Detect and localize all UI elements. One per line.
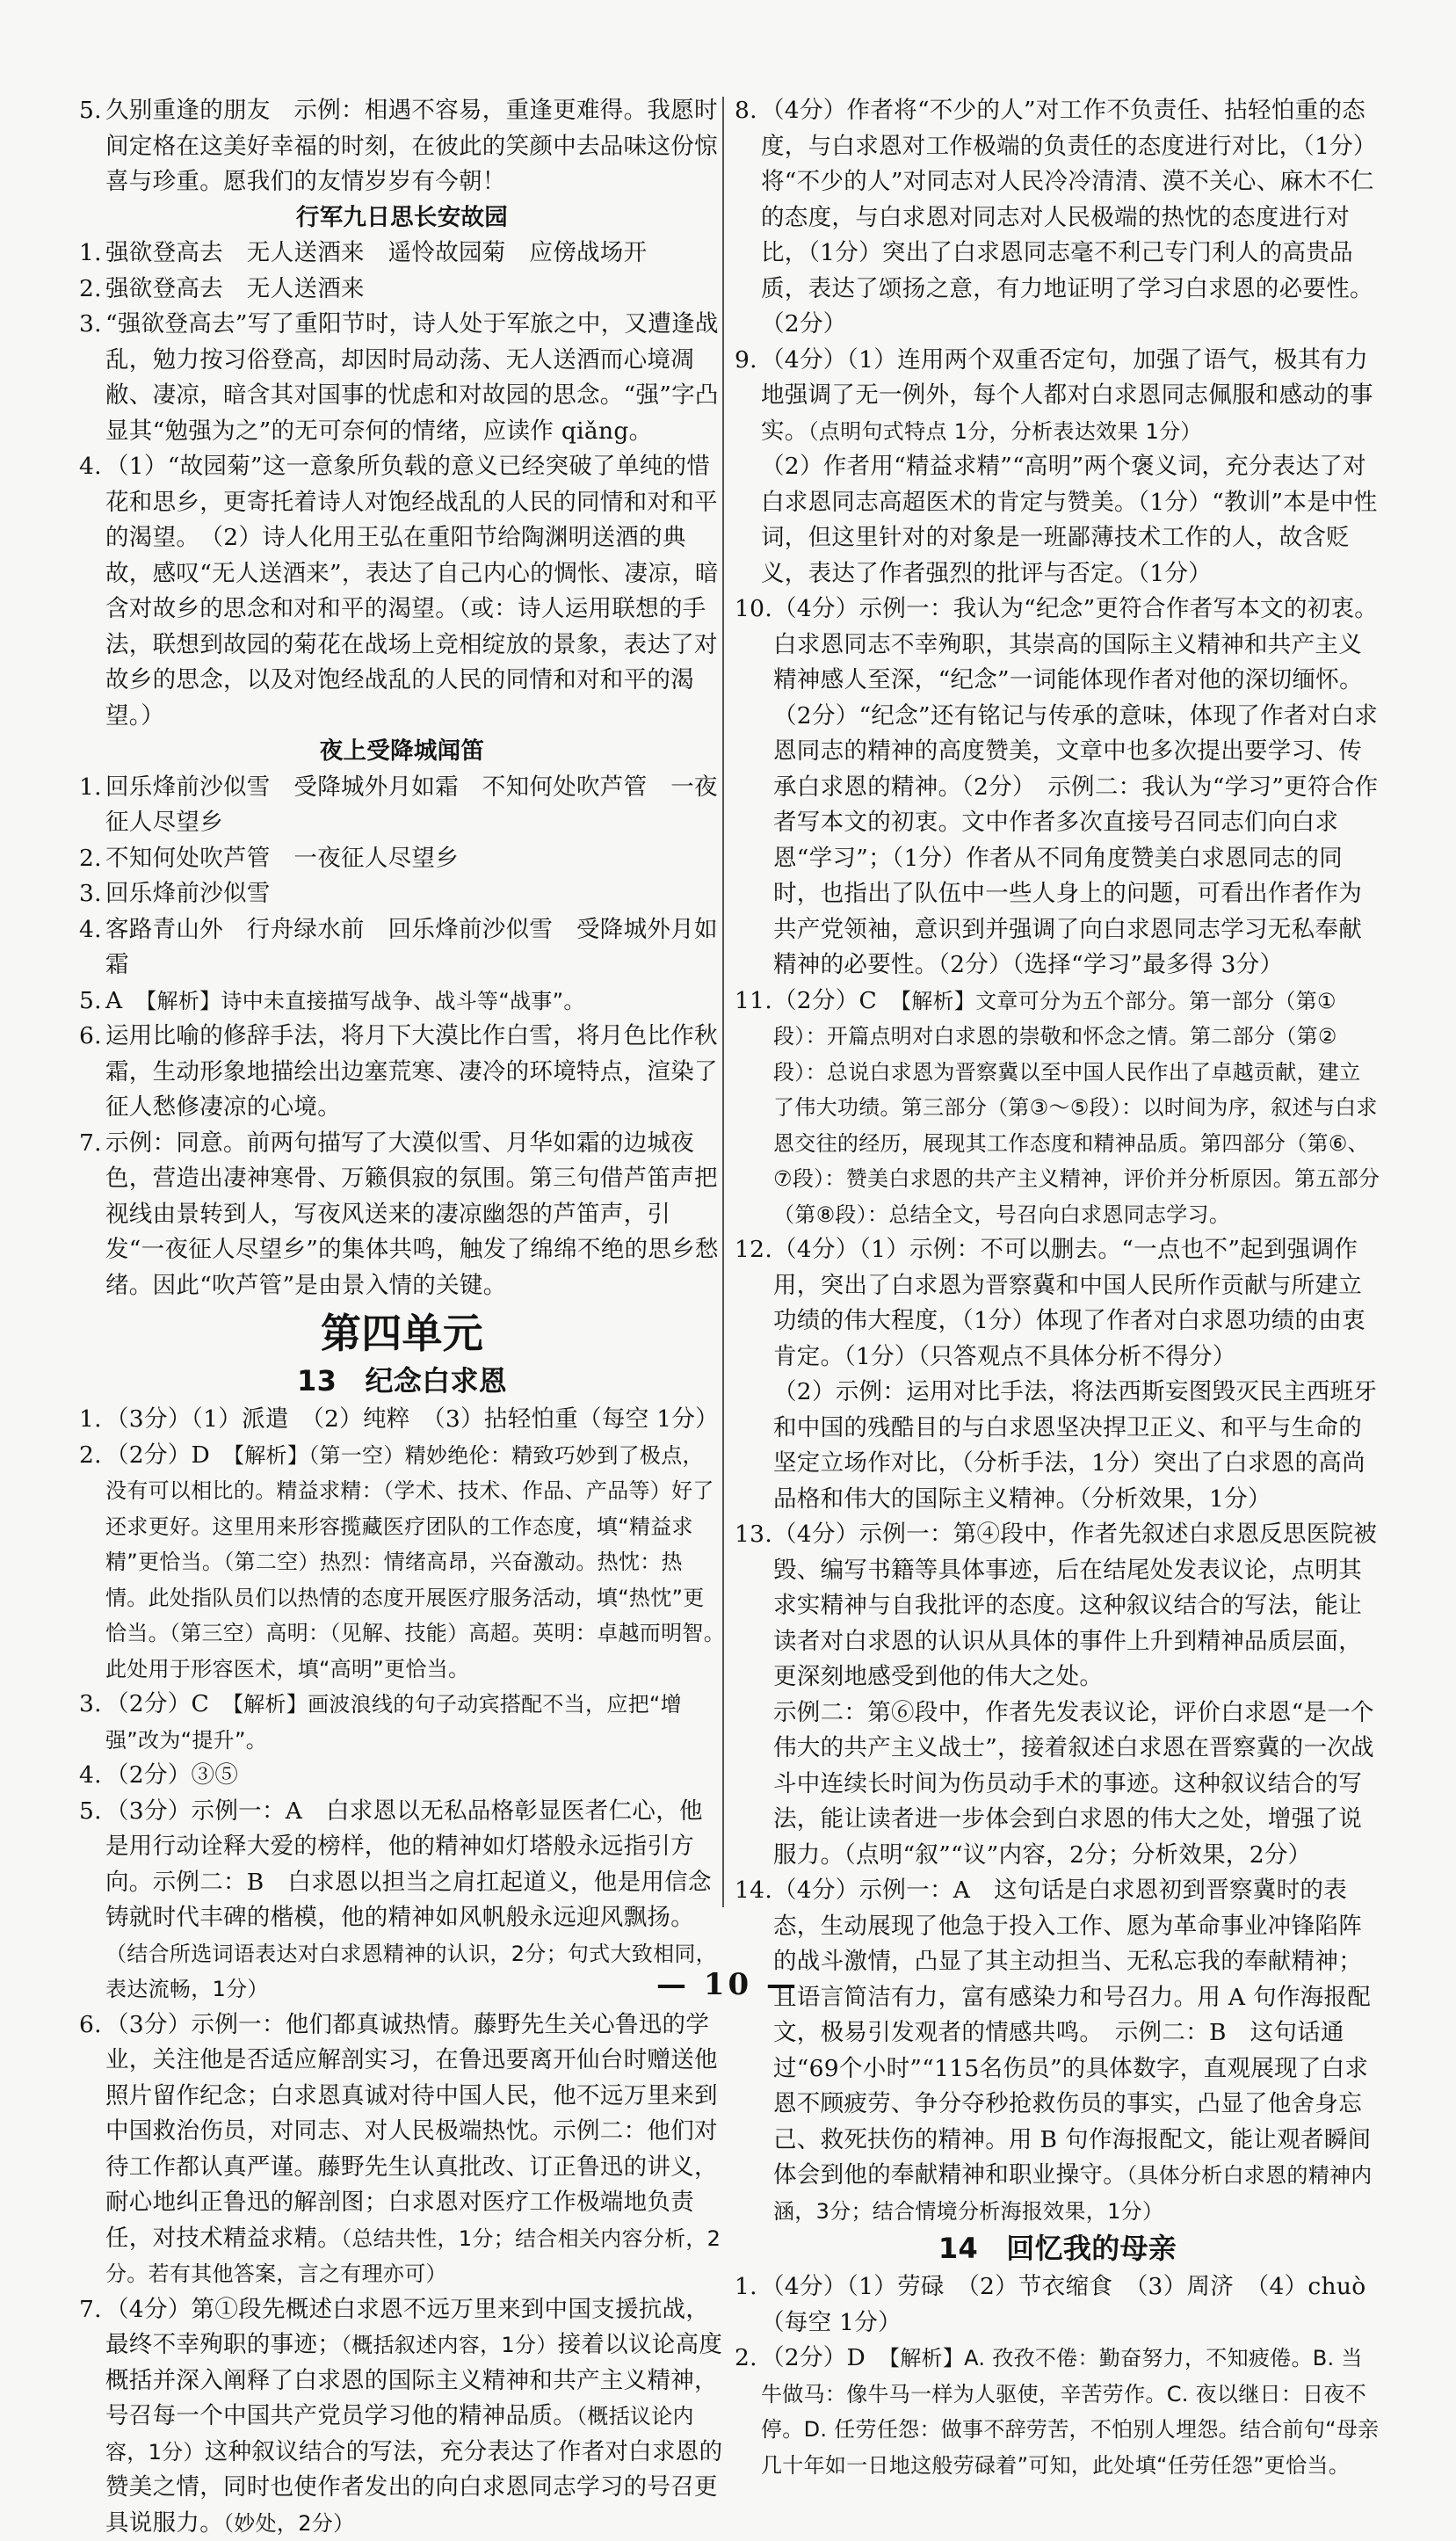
answer-text: 回乐烽前沙似雪 受降城外月如霜 不知何处吹芦管 一夜征人尽望乡 <box>105 773 718 837</box>
answer-number: 12. <box>735 1232 772 1268</box>
answer-number: 2. <box>79 272 102 308</box>
answer-analysis: 【解析】文章可分为五个部分。第一部分（第①段）：开篇点明对白求恩的崇敬和怀念之情。第二部分（第②段）：总说白求恩为晋察冀以至中国人民作出了卓越贡献，建立了伟大功绩。第三部分（第③～⑤段）：以时间为序，叙述与白求恩交往的经历，展现其工作态度和精神品质。第四部分（第⑥、⑦段）：赞美白求恩的共产主义精神，评价并分析原因。第五部分（第⑧段）：总结全文，号召向白求恩同志学习。 <box>773 989 1380 1227</box>
answer-item <box>735 2269 1380 2341</box>
answer-text: （4分）（1）连用两个双重否定句，加强了语气，极其有力地强调了无一例外，每个人都对白求恩同志佩服和感动的事实。 <box>761 346 1373 445</box>
answer-text: （2）示例：运用对比手法，将法西斯妄图毁灭民主西班牙和中国的残酷目的与白求恩坚决捍卫正义、和平与生命的坚定立场作对比，（分析手法，1分）突出了白求恩的高尚品格和伟大的国际主义精神。（分析效果，1分） <box>773 1378 1377 1513</box>
answer-number: 4. <box>79 449 102 485</box>
answer-text: （3分）示例一：A 白求恩以无私品格彰显医者仁心，他是用行动诠释大爱的榜样，他的精神如灯塔般永远指引方向。示例二：B 白求恩以担当之肩扛起道义，他是用信念铸就时代丰碑的楷模，他的精神如风帆般永远迎风飘扬。 <box>105 1797 712 1932</box>
answer-analysis: 【解析】A. 孜孜不倦：勤奋努力，不知疲倦。B. 当牛做马：像牛马一样为人驱使，辛苦劳作。C. 夜以继日：日夜不停。D. 任劳任怨：做事不辞劳苦，不怕别人埋怨。结合前句“母亲几十年如一日地这般劳碌着”可知，此处填“任劳任怨”更恰当。 <box>761 2346 1379 2478</box>
answer-number: 2. <box>735 2341 757 2377</box>
answer-analysis: 【解析】诗中未直接描写战争、战斗等“战事”。 <box>146 989 584 1013</box>
answer-text: （4分）示例一：第④段中，作者先叙述白求恩反思医院被毁、编写书籍等具体事迹，后在结尾处发表议论，点明其求实精神与自我批评的态度。这种叙议结合的写法，能让读者对白求恩的认识从具体的事件上升到精神品质层面，更深刻地感受到他的伟大之处。 <box>773 1521 1377 1690</box>
answer-analysis: （具体分析白求恩的精神内涵，3分；结合情境分析海报效果，1分） <box>773 2163 1373 2224</box>
answer-number: 1. <box>735 2269 757 2305</box>
answer-item <box>735 592 1380 984</box>
answer-number: 10. <box>735 592 772 628</box>
answer-text: （4分）示例一：A 这句话是白求恩初到晋察冀时的表态，生动展现了他急于投入工作、愿为革命事业冲锋陷阵的战斗激情，凸显了其主动担当、无私忘我的奉献精神；且语言简洁有力，富有感染力和号召力。用 A 句作海报配文，极易引发观者的情感共鸣。 示例二：B 这句话通过“69个小时”“115名伤员”的具体数字，直观展现了白求恩不顾疲劳、争分夺秒抢救伤员的事实，凸显了他舍身忘己、救死扶伤的精神。用 B 句作海报配文，能让观者瞬间体会到他的奉献精神和职业操守。 <box>773 1877 1371 2189</box>
answer-text: （4分）作者将“不少的人”对工作不负责任、拈轻怕重的态度，与白求恩对工作极端的负责任的态度进行对比，（1分）将“不少的人”对同志对人民冷冷清清、漠不关心、麻木不仁的态度，与白求恩对同志对人民极端的热忱的态度进行对比，（1分）突出了白求恩同志毫不利己专门利人的高贵品质，表达了颂扬之意，有力地证明了学习白求恩的必要性。（2分） <box>761 97 1377 338</box>
answer-text: 回乐烽前沙似雪 <box>105 880 271 907</box>
answer-item <box>79 272 725 308</box>
answer-analysis: （妙处，2分） <box>223 2511 354 2536</box>
answer-analysis: （概括议论内容，1分） <box>105 2404 694 2465</box>
answer-text: 这种叙议结合的写法，充分表达了作者对白求恩的赞美之情，同时也使作者发出的向白求恩同志学习的号召更具说服力。 <box>105 2438 722 2537</box>
answer-item <box>79 984 725 1020</box>
answer-item <box>735 984 1380 1233</box>
answer-item <box>79 307 725 449</box>
answer-item <box>79 1019 725 1126</box>
answer-number: 5. <box>79 1794 102 1830</box>
answer-text: （2分）③⑤ <box>105 1761 238 1789</box>
answer-number: 7. <box>79 2292 102 2328</box>
answer-analysis: 【解析】画波浪线的句子动宾搭配不当，应把“增强”改为“提升”。 <box>105 1692 682 1753</box>
lesson-heading: 14 回忆我的母亲 <box>735 2229 1380 2268</box>
answer-number: 14. <box>735 1873 772 1909</box>
answer-item <box>79 236 725 272</box>
answer-text: 示例：同意。前两句描写了大漠似雪、月华如霜的边城夜色，营造出凄神寒骨、万籁俱寂的氛围。第三句借芦笛声把视线由景转到人，写夜风送来的凄凉幽怨的芦笛声，引发“一夜征人尽望乡”的集体共鸣，触发了绵绵不绝的思乡愁绪。因此“吹芦管”是由景入情的关键。 <box>105 1129 719 1299</box>
answer-item <box>79 449 725 734</box>
answer-number: 1. <box>79 236 102 272</box>
answer-number: 4. <box>79 1758 102 1794</box>
answer-item <box>735 343 1380 592</box>
answer-number: 6. <box>79 1019 102 1055</box>
answer-item <box>79 912 725 984</box>
answer-text: （4分）（1）劳碌 （2）节衣缩食 （3）周济 （4）chuò（每空 1分） <box>761 2273 1366 2336</box>
answer-number: 2. <box>79 1438 102 1474</box>
answer-analysis: 【解析】（第一空）精妙绝伦：精致巧妙到了极点，没有可以相比的。精益求精：（学术、技术、作品、产品等）好了还求更好。这里用来形容揽藏医疗团队的工作态度，填“精益求精”更恰当。（第二空）热烈：情绪高昂，兴奋激动。热忱：热情。此处指队员们以热情的态度开展医疗服务活动，填“热忱”更恰当。（第三空）高明：（见解、技能）高超。英明：卓越而明智。此处用于形容医术，填“高明”更恰当。 <box>105 1443 725 1681</box>
unit-heading: 第四单元 <box>79 1307 725 1360</box>
answer-text: （4分）（1）示例：不可以删去。“一点也不”起到强调作用，突出了白求恩为晋察冀和中国人民所作贡献与所建立功绩的伟大程度，（1分）体现了作者对白求恩功绩的由衷肯定。（1分）（只答观点不具体分析不得分） <box>773 1236 1365 1370</box>
answer-item <box>79 876 725 912</box>
answer-text: （2分）C <box>105 1690 233 1717</box>
answer-text: （3分）示例一：他们都真诚热情。藤野先生关心鲁迅的学业，关注他是否适应解剖实习，在鲁迅要离开仙台时赠送他照片留作纪念；白求恩真诚对待中国人民，他不远万里来到中国救治伤员，对同志、对人民极端热忱。示例二：他们对待工作都认真严谨。藤野先生认真批改、订正鲁迅的讲义，耐心地纠正鲁迅的解剖图；白求恩对医疗工作极端地负责任，对技术精益求精。 <box>105 2011 718 2252</box>
lesson-heading: 13 纪念白求恩 <box>79 1361 725 1400</box>
page-number: — 10 — <box>0 1967 1456 2002</box>
answer-item <box>735 1232 1380 1517</box>
answer-number: 6. <box>79 2007 102 2044</box>
answer-text: 接着以议论高度概括并深入阐释了白求恩的国际主义精神和共产主义精神，号召每一个中国共产党员学习他的精神品质。 <box>105 2331 722 2429</box>
answer-number: 1. <box>79 1402 102 1438</box>
answer-text: （3分）（1）派遣 （2）纯粹 （3）拈轻怕重（每空 1分） <box>105 1405 719 1433</box>
answer-item <box>79 2007 725 2292</box>
answer-item <box>79 2292 725 2541</box>
answer-text: （4分）示例一：我认为“纪念”更符合作者写本文的初衷。白求恩同志不幸殉职，其崇高的国际主义精神和共产主义精神感人至深，“纪念”一词能体现作者对他的深切缅怀。（2分）“纪念”还有铭记与传承的意味，体现了作者对白求恩同志的精神的高度赞美，文章中也多次提出要学习、传承白求恩的精神。（2分） 示例二：我认为“学习”更符合作者写本文的初衷。文中作者多次直接号召同志们向白求恩“学习”；（1分）作者从不同角度赞美白求恩同志的同时，也指出了队伍中一些人身上的问题，可看出作者作为共产党领袖，意识到并强调了向白求恩同志学习无私奉献精神的必要性。（2分）（选择“学习”最多得 3分） <box>773 595 1378 978</box>
answer-number: 13. <box>735 1517 772 1553</box>
answer-text: 客路青山外 行舟绿水前 回乐烽前沙似雪 受降城外月如霜 <box>105 916 718 979</box>
answer-number: 1. <box>79 770 102 806</box>
answer-item <box>79 1758 725 1794</box>
answer-number: 3. <box>79 1687 102 1723</box>
answer-item <box>735 1517 1380 1873</box>
answer-text: （2分）C <box>773 987 901 1014</box>
answer-item <box>735 93 1380 343</box>
section-title: 行军九日思长安故园 <box>79 200 725 236</box>
answer-number: 2. <box>79 841 102 877</box>
answer-item <box>79 1126 725 1304</box>
answer-text: 久别重逢的朋友 示例：相遇不容易，重逢更难得。我愿时间定格在这美好幸福的时刻，在彼此的笑颜中去品味这份惊喜与珍重。愿我们的友情岁岁有今朝！ <box>105 97 718 195</box>
answer-number: 5. <box>79 93 102 129</box>
right-column <box>735 93 1380 2483</box>
answer-text: （2）作者用“精益求精”“高明”两个褒义词，充分表达了对白求恩同志高超医术的肯定与赞美。（1分）“教训”本是中性词，但这里针对的对象是一班鄙薄技术工作的人，故含贬义，表达了作者强烈的批评与否定。（1分） <box>761 453 1378 587</box>
answer-number: 3. <box>79 307 102 343</box>
answer-number: 8. <box>735 93 757 129</box>
answer-analysis: （总结共性，1分；结合相关内容分析，2分。若有其他答案，言之有理亦可） <box>105 2226 721 2287</box>
answer-item <box>735 1873 1380 2229</box>
answer-analysis: （概括叙述内容，1分） <box>341 2333 558 2357</box>
answer-text: A <box>105 987 146 1014</box>
answer-item <box>735 2341 1380 2483</box>
section-title: 夜上受降城闻笛 <box>79 734 725 770</box>
answer-text: 示例二：第⑥段中，作者先发表议论，评价白求恩“是一个伟大的共产主义战士”，接着叙述白求恩在晋察冀的一次战斗中连续长时间为伤员动手术的事迹。这种叙议结合的写法，能让读者进一步体会到白求恩的伟大之处，增强了说服力。（点明“叙”“议”内容，2分；分析效果，2分） <box>773 1699 1374 1869</box>
answer-item <box>79 1687 725 1758</box>
answer-item <box>79 770 725 841</box>
answer-number: 5. <box>79 984 102 1020</box>
answer-number: 3. <box>79 876 102 912</box>
answer-number: 7. <box>79 1126 102 1162</box>
answer-text: （2分）D <box>761 2344 889 2371</box>
answer-text: （1）“故园菊”这一意象所负载的意义已经突破了单纯的惜花和思乡，更寄托着诗人对饱经战乱的人民的同情和对和平的渴望。 （2）诗人化用王弘在重阳节给陶渊明送酒的典故，感叹“无人送酒来”，表达了自己内心的惆怅、凄凉，暗含对故乡的思念和对和平的渴望。（或：诗人运用联想的手法，联想到故园的菊花在战场上竞相绽放的景象，表达了对故乡的思念，以及对饱经战乱的人民的同情和对和平的渴望。） <box>105 453 719 730</box>
answer-number: 11. <box>735 984 772 1020</box>
answer-number: 4. <box>79 912 102 948</box>
answer-text: “强欲登高去”写了重阳节时，诗人处于军旅之中，又遭逢战乱，勉力按习俗登高，却因时局动荡、无人送酒而心境凋敝、凄凉，暗含其对国事的忧虑和对故园的思念。“强”字凸显其“勉强为之”的无可奈何的情绪，应读作 qiǎng。 <box>105 310 719 445</box>
answer-text: 强欲登高去 无人送酒来 <box>105 275 365 302</box>
answer-text: 强欲登高去 无人送酒来 遥怜故园菊 应傍战场开 <box>105 239 647 266</box>
answer-item <box>79 841 725 877</box>
answer-item <box>79 1402 725 1438</box>
answer-text: 运用比喻的修辞手法，将月下大漠比作白雪，将月色比作秋霜，生动形象地描绘出边塞荒寒、凄冷的环境特点，渲染了征人愁修凄凉的心境。 <box>105 1022 718 1121</box>
answer-item <box>79 93 725 200</box>
column-divider <box>722 97 724 1907</box>
answer-text: （4分）第①段先概述白求恩不远万里来到中国支援抗战，最终不幸殉职的事迹； <box>105 2296 709 2359</box>
answer-item <box>79 1438 725 1688</box>
answer-text: 不知何处吹芦管 一夜征人尽望乡 <box>105 845 459 872</box>
answer-number: 9. <box>735 343 757 379</box>
answer-text: （2分）D <box>105 1441 234 1469</box>
answer-analysis: （点明句式特点 1分，分析表达效果 1分） <box>808 419 1202 444</box>
left-column <box>79 93 725 2541</box>
answer-analysis: （结合所选词语表达对白求恩精神的认识，2分；句式大致相同，表达流畅，1分） <box>105 1942 717 2002</box>
